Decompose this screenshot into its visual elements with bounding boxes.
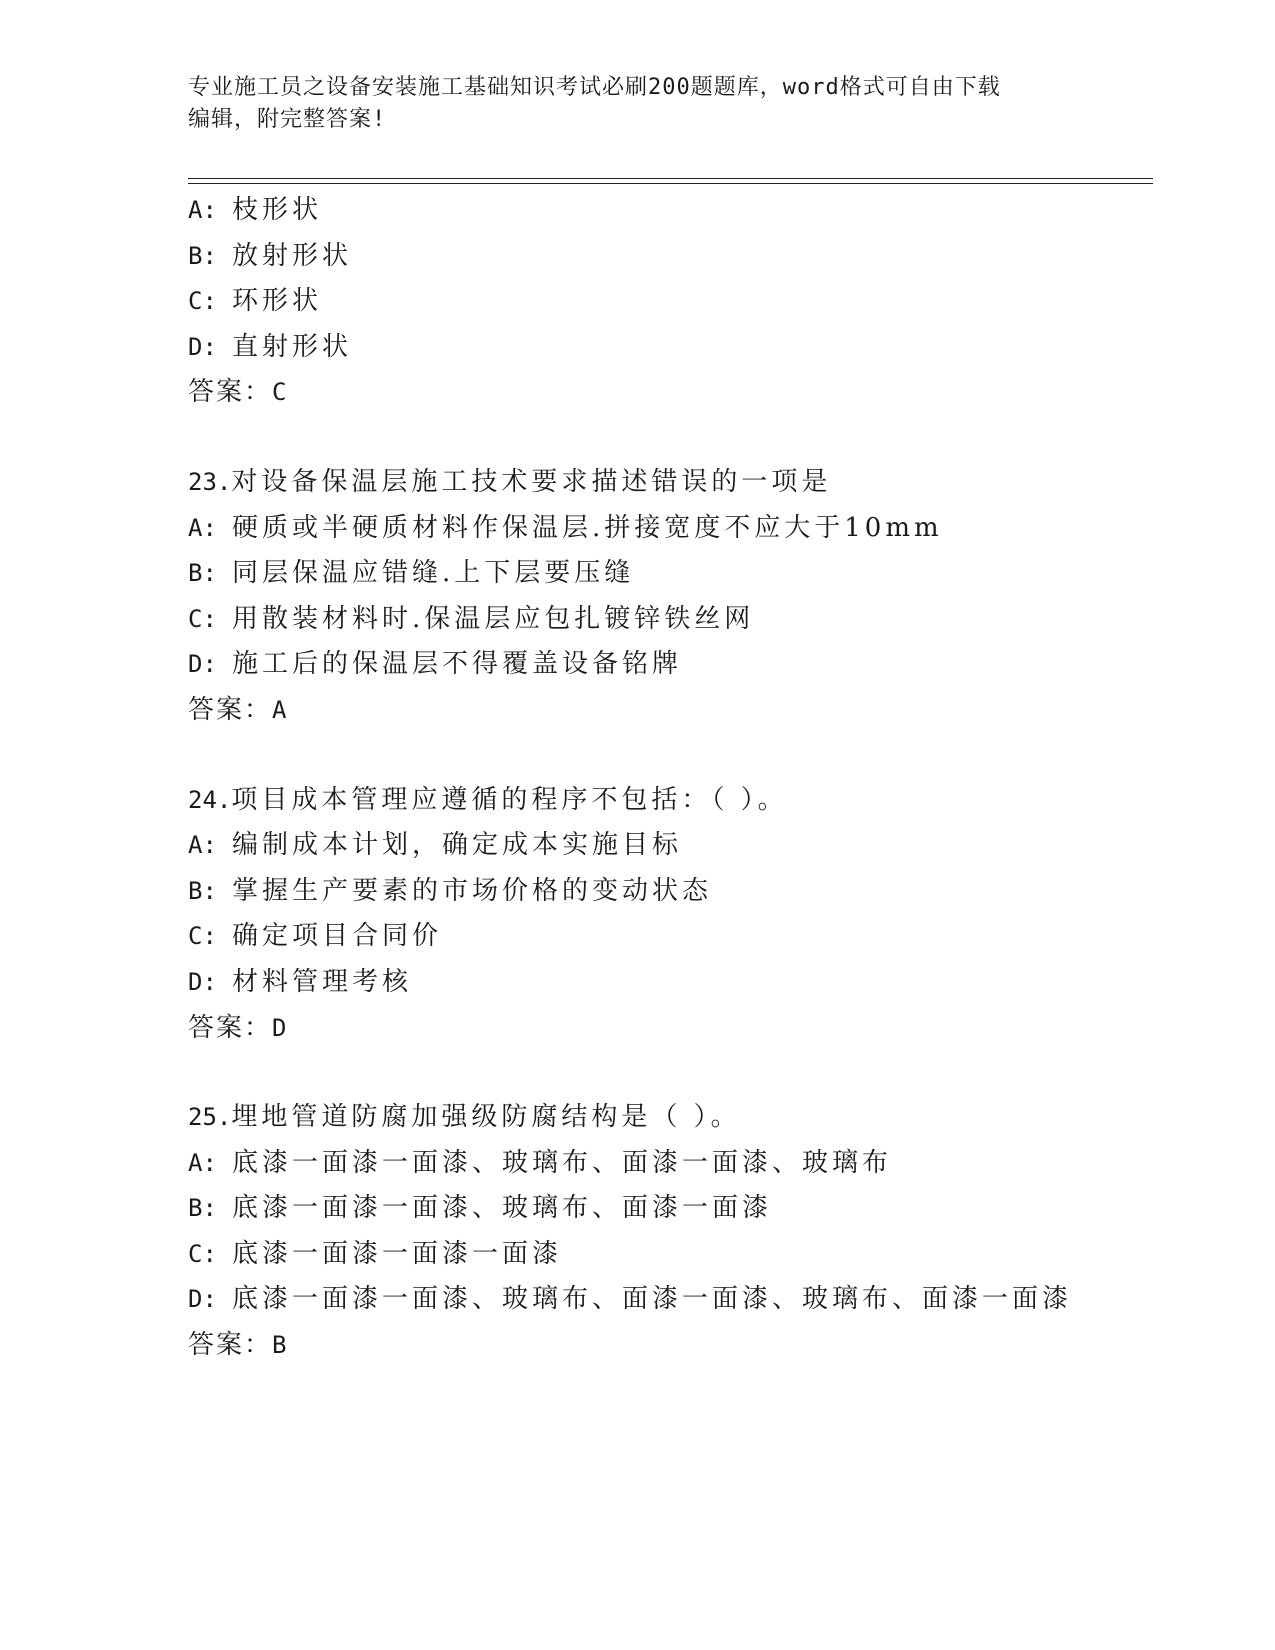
option-text: 编制成本计划，确定成本实施目标 xyxy=(232,830,683,861)
answer-label: 答案： xyxy=(188,377,273,408)
answer-value: A xyxy=(272,695,289,724)
answer-label: 答案： xyxy=(188,694,273,725)
option-letter: B: xyxy=(188,559,217,588)
option-text: 放射形状 xyxy=(232,240,353,271)
option-text: 底漆一面漆一面漆、玻璃布、面漆一面漆、玻璃布 xyxy=(232,1147,893,1178)
option-letter: D: xyxy=(188,332,217,361)
option-d xyxy=(188,642,1153,688)
answer-line xyxy=(188,1006,1153,1052)
option-text: 枝形状 xyxy=(232,195,323,225)
question-list xyxy=(188,188,1153,1369)
option-c xyxy=(188,279,1153,325)
option-c xyxy=(188,597,1153,643)
question-block xyxy=(188,778,1153,1052)
option-letter: A: xyxy=(188,196,217,224)
option-text: 施工后的保温层不得覆盖设备铭牌 xyxy=(232,649,683,680)
option-d xyxy=(188,1277,1153,1323)
option-text: 底漆一面漆一面漆、玻璃布、面漆一面漆、玻璃布、面漆一面漆 xyxy=(232,1284,1073,1315)
option-b xyxy=(188,869,1153,915)
option-letter: B: xyxy=(188,876,217,905)
question-text: 对设备保温层施工技术要求描述错误的一项是 xyxy=(231,466,832,497)
option-letter: D: xyxy=(188,650,217,679)
question-stem xyxy=(188,778,1153,824)
answer-line xyxy=(188,688,1153,734)
option-text: 环形状 xyxy=(232,286,323,317)
option-text: 底漆一面漆一面漆、玻璃布、面漆一面漆 xyxy=(232,1193,773,1224)
header-line-1: 专业施工员之设备安装施工基础知识考试必刷200题题库，word格式可自由下载 xyxy=(188,75,1001,100)
question-stem xyxy=(188,460,1153,506)
option-letter: C: xyxy=(188,922,217,951)
option-letter: A: xyxy=(188,831,217,860)
option-text: 直射形状 xyxy=(232,331,353,362)
option-letter: C: xyxy=(188,604,217,633)
option-c xyxy=(188,1232,1153,1278)
option-text: 硬质或半硬质材料作保温层.拼接宽度不应大于10mm xyxy=(232,512,943,543)
option-a xyxy=(188,506,1153,552)
option-letter: D: xyxy=(188,967,217,996)
header-divider-top xyxy=(188,178,1153,179)
option-letter: B: xyxy=(188,241,217,270)
option-d xyxy=(188,325,1153,371)
question-number: 24. xyxy=(188,785,232,814)
answer-label: 答案： xyxy=(188,1330,273,1361)
answer-label: 答案： xyxy=(188,1012,273,1043)
option-letter: C: xyxy=(188,1239,217,1268)
question-block xyxy=(188,1095,1153,1369)
option-text: 用散装材料时.保温层应包扎镀锌铁丝网 xyxy=(232,603,755,634)
question-text: 项目成本管理应遵循的程序不包括：（ ）。 xyxy=(231,784,788,815)
option-b xyxy=(188,234,1153,280)
answer-line xyxy=(188,1323,1153,1369)
answer-line xyxy=(188,370,1153,416)
option-b xyxy=(188,551,1153,597)
document-header xyxy=(188,72,1088,136)
header-line-2: 编辑，附完整答案! xyxy=(188,107,387,132)
question-block xyxy=(188,460,1153,734)
option-a xyxy=(188,823,1153,869)
option-text: 材料管理考核 xyxy=(232,966,413,997)
answer-value: D xyxy=(272,1013,289,1042)
option-letter: D: xyxy=(188,1285,217,1314)
option-text: 掌握生产要素的市场价格的变动状态 xyxy=(232,875,713,906)
option-a xyxy=(188,1141,1153,1187)
question-number: 25. xyxy=(188,1103,232,1132)
question-number: 23. xyxy=(188,467,232,496)
option-text: 确定项目合同价 xyxy=(232,921,443,952)
option-letter: A: xyxy=(188,1148,217,1177)
option-letter: C: xyxy=(188,287,217,316)
answer-value: C xyxy=(272,378,289,407)
header-divider-bottom xyxy=(188,183,1153,184)
question-stem xyxy=(188,1095,1153,1141)
question-text: 埋地管道防腐加强级防腐结构是（ ）。 xyxy=(231,1102,741,1133)
option-text: 底漆一面漆一面漆一面漆 xyxy=(232,1238,563,1269)
option-text: 同层保温应错缝.上下层要压缝 xyxy=(232,558,635,589)
option-letter: A: xyxy=(188,513,217,542)
question-block xyxy=(188,188,1153,416)
option-a xyxy=(188,188,1153,234)
option-letter: B: xyxy=(188,1194,217,1223)
option-b xyxy=(188,1186,1153,1232)
option-c xyxy=(188,914,1153,960)
option-d xyxy=(188,960,1153,1006)
answer-value: B xyxy=(272,1331,289,1360)
